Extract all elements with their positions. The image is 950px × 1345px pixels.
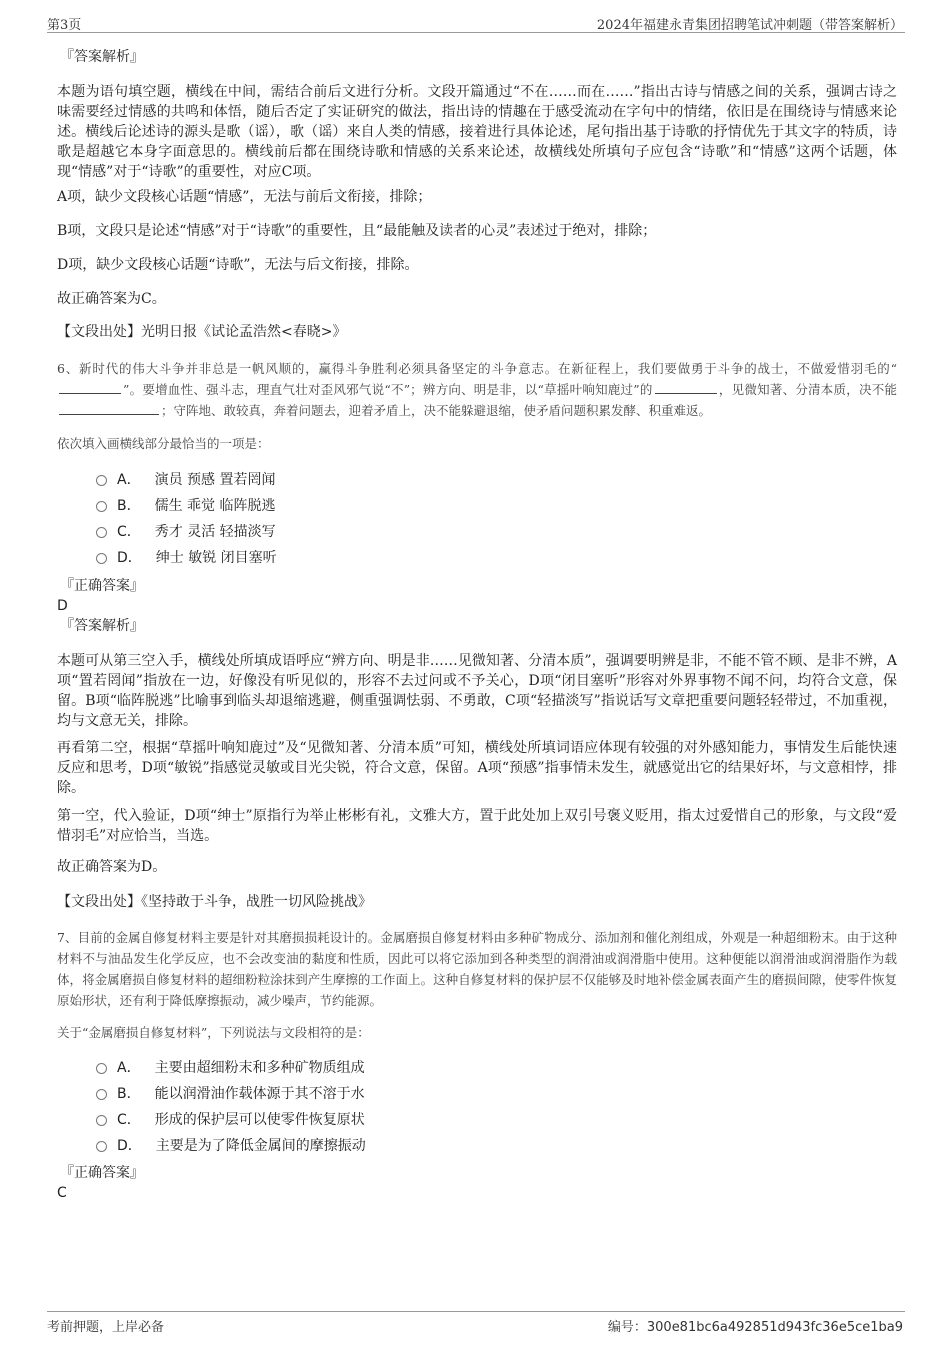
- q7-option-b[interactable]: B． 能以润滑油作载体源于其不溶于水: [96, 1084, 365, 1104]
- q5-option-a-note: A项，缺少文段核心话题“情感”，无法与前后文衔接，排除；: [57, 189, 432, 205]
- q6-analysis-paragraph-2: 再看第二空，根据“草摇叶响知鹿过”及“见微知著、分清本质”可知，横线处所填词语应体现有较强的对外感知能力，事情发生后能快速反应和思考，D项“敏锐”指感觉灵敏或目光尖锐，符合文意，保留。A项“预感”指事情未发生，就感觉出它的结果好坏，与文意相悖，排除。: [57, 740, 897, 796]
- q7-question: 7、目前的金属自修复材料主要是针对其磨损损耗设计的。金属磨损自修复材料由多种矿物成分、添加剂和催化剂组成，外观是一种超细粉末。由于这种材料不与油品发生化学反应，也不会改变油的黏度和性质，因此可以将它添加到各种类型的润滑油或润滑脂中使用。这种便能以润滑油或润滑脂作为载体，将金属磨损自修复材料的超细粉粒涂抹到产生摩擦的工作面上。这种自修复材料的保护层不仅能够及时地补偿金属表面产生的磨损间隙，使零件恢复原始形状，还有利于降低摩擦振动，减少噪声，节约能源。: [57, 930, 897, 1008]
- q6-analysis-label: 『答案解析』: [60, 618, 144, 634]
- radio-icon[interactable]: [96, 1089, 107, 1100]
- document-code: 编号：300e81bc6a492851d943fc36e5ce1ba9: [607, 1320, 903, 1335]
- document-title: 2024年福建永青集团招聘笔试冲刺题（带答案解析）: [596, 18, 903, 33]
- page-footer: [47, 1311, 905, 1334]
- blank-3: [59, 401, 159, 415]
- q6-conclusion: 故正确答案为D。: [57, 859, 167, 875]
- blank-1: [59, 380, 121, 394]
- radio-icon[interactable]: [96, 501, 107, 512]
- q6-option-c[interactable]: C． 秀才 灵活 轻描淡写: [96, 522, 276, 542]
- q5-option-b-note: B项，文段只是论述“情感”对于“诗歌”的重要性，且“最能触及读者的心灵”表述过于绝对，排除；: [57, 223, 657, 239]
- q6-analysis-paragraph-1: 本题可从第三空入手，横线处所填成语呼应“辨方向、明是非……见微知著、分清本质”，强调要明辨是非，不能不管不顾、是非不辨，A项“置若罔闻”指放在一边，好像没有听见似的，形容不去过问或不予关心，D项“闭目塞听”形容对外界事物不闻不问，均符合文意，保留。B项“临阵脱逃”比喻事到临头却退缩逃避，侧重强调怯弱、不勇敢，C项“轻描淡写”指说话写文章把重要问题轻轻带过，不加重视，均与文意无关，排除。: [57, 653, 897, 729]
- q5-analysis-label: 『答案解析』: [60, 49, 144, 65]
- q7-option-a[interactable]: A． 主要由超细粉末和多种矿物质组成: [96, 1058, 365, 1078]
- q5-analysis-paragraph: 本题为语句填空题，横线在中间，需结合前后文进行分析。文段开篇通过“不在……而在……”指出古诗与情感之间的关系，强调古诗之味需要经过情感的共鸣和体悟，随后否定了实证研究的做法，指出诗的情趣在于感受流动在字句中的情绪，依旧是在围绕诗与情感来论述。横线后论述诗的源头是歌（谣），歌（谣）来自人类的情感，接着进行具体论述，尾句指出基于诗歌的抒情优先于其文字的特质，诗歌是超越它本身字面意思的。横线前后都在围绕诗歌和情感的关系来论述，故横线处所填句子应包含“诗歌”和“情感”这两个话题，体现“情感”对于“诗歌”的重要性，对应C项。: [57, 84, 897, 180]
- q5-source: 【文段出处】光明日报《试论孟浩然<春晓>》: [57, 324, 347, 340]
- radio-icon[interactable]: [96, 475, 107, 486]
- q6-option-d[interactable]: D． 绅士 敏锐 闭目塞听: [96, 548, 277, 568]
- q6-option-b[interactable]: B． 儒生 乖觉 临阵脱逃: [96, 496, 276, 516]
- q5-option-d-note: D项，缺少文段核心话题“诗歌”，无法与后文衔接，排除。: [57, 257, 419, 273]
- q6-prompt: 依次填入画横线部分最恰当的一项是：: [57, 436, 270, 451]
- q7-option-d[interactable]: D． 主要是为了降低金属间的摩擦振动: [96, 1136, 366, 1156]
- blank-2: [655, 380, 717, 394]
- page-header: [47, 10, 905, 33]
- q5-conclusion: 故正确答案为C。: [57, 291, 166, 307]
- q6-source: 【文段出处】《坚持敢于斗争，战胜一切风险挑战》: [57, 894, 372, 910]
- q6-answer-label: 『正确答案』: [60, 578, 144, 594]
- q6-question: 6、新时代的伟大斗争并非总是一帆风顺的，赢得斗争胜利必须具备坚定的斗争意志。在新征程上，我们要做勇于斗争的战士，不做爱惜羽毛的“”。要增血性、强斗志，理直气壮对歪风邪气说“不”；辨方向、明是非，以“草摇叶响知鹿过”的 ，见微知著、分清本质，决不能；守阵地、敢较真，奔着问题去，迎着矛盾上，决不能躲避退缩，使矛盾问题积累发酵、积重难返。: [57, 361, 897, 418]
- radio-icon[interactable]: [96, 527, 107, 538]
- radio-icon[interactable]: [96, 1063, 107, 1074]
- q7-answer: C: [57, 1185, 67, 1201]
- page-number: 第3页: [47, 18, 82, 33]
- q7-answer-label: 『正确答案』: [60, 1165, 144, 1181]
- radio-icon[interactable]: [96, 1141, 107, 1152]
- q6-analysis-paragraph-3: 第一空，代入验证，D项“绅士”原指行为举止彬彬有礼，文雅大方，置于此处加上双引号褒义贬用，指太过爱惜自己的形象，与文段“爱惜羽毛”对应恰当，当选。: [57, 808, 897, 844]
- radio-icon[interactable]: [96, 1115, 107, 1126]
- q6-answer: D: [57, 598, 68, 614]
- footer-slogan: 考前押题，上岸必备: [47, 1320, 165, 1335]
- q7-prompt: 关于“金属磨损自修复材料”，下列说法与文段相符的是：: [57, 1025, 370, 1040]
- q7-option-c[interactable]: C． 形成的保护层可以使零件恢复原状: [96, 1110, 365, 1130]
- radio-icon[interactable]: [96, 553, 107, 564]
- q6-option-a[interactable]: A． 演员 预感 置若罔闻: [96, 470, 275, 490]
